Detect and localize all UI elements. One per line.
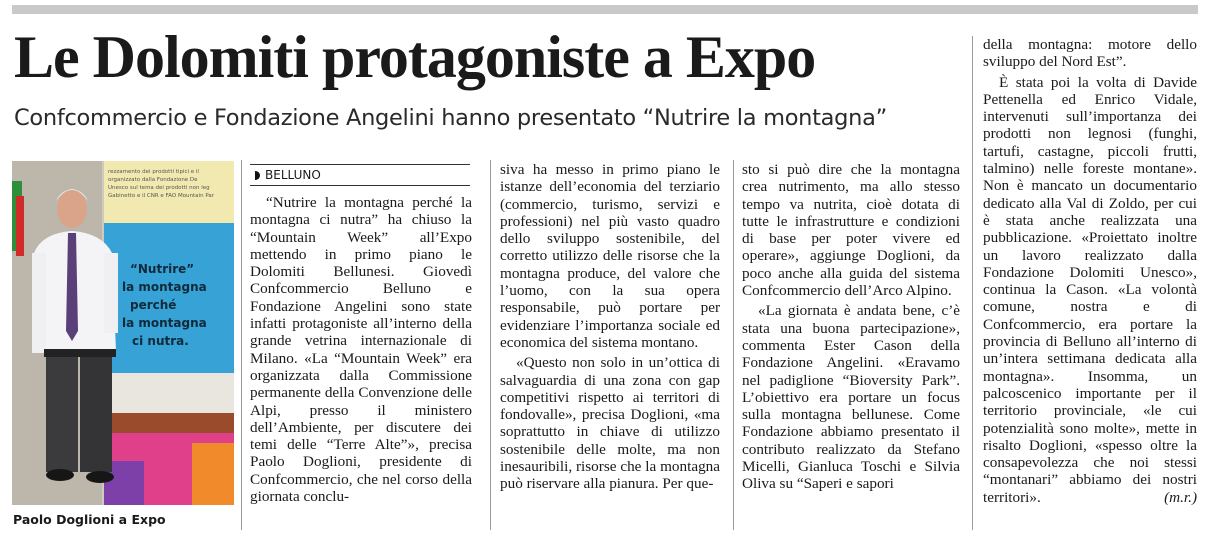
banner-slogan-4: la montagna	[122, 316, 207, 330]
paragraph: sto si può dire che la montagna crea nutrimento, ma allo stesso tempo va nutrita, cioè dotata di tutte le infrastrutture e condizioni di base per poter vivere ed operare», aggiunge Doglioni, da poco anche alla guida del sistema Confcommercio dell’Arco Alpino.	[742, 161, 960, 300]
kicker-mark-icon	[255, 171, 260, 180]
photo-caption: Paolo Doglioni a Expo	[13, 512, 166, 527]
paragraph: siva ha messo in primo piano le istanze dell’economia del terziario (commercio, turismo, servizi e professioni) nel più vasto quadro dello sviluppo sostenibile, del corretto utilizzo delle risorse che la montagna produce, del valore che l’uomo, con la sua opera responsabile, può portare per evidenziare l’importanza sociale ed economica del sistema montano.	[500, 161, 720, 351]
paragraph	[983, 74, 1197, 506]
column-rule	[972, 36, 973, 530]
column-4	[983, 36, 1197, 506]
column-rule	[490, 160, 491, 530]
banner-top-line-4: Gabinetto e il CNR e FAO Mountain Par	[108, 193, 215, 199]
article-photo	[12, 161, 234, 505]
paragraph: «Questo non solo in un’ottica di salvaguardia di una zona con gap competitivi rispetto ai territori di fondovalle», precisa Doglioni, «ma soprattutto in chiave di utilizzo sostenibile delle molte, ma non inesauribili, risorse che la montagna può riservare alla pianura. Per que-	[500, 354, 720, 493]
banner-top-line-2: organizzato dalla Fondazione De	[108, 177, 198, 183]
section-label: BELLUNO	[265, 168, 321, 182]
paragraph-text: È stata poi la volta di Davide Pettenella ed Enrico Vidale, intervenuti sull’importanza dei prodotti non legnosi (funghi, tartufi, castagne, piccoli frutti, talmino) nelle foreste montane». Non è mancato un documentario dedicato alla Val di Zoldo, per cui è stata anche realizzata una pubblicazione. «Proiettato inoltre un lavoro realizzato dalla Fondazione Dolomiti Unesco», continua la Cason. «La volontà comune, nostra e di Confcommercio, era portare la provincia di Belluno all’interno di un’intera settimana dedicata alla montagna». Insomma, un palcoscenico importante per il territorio provinciale, «le cui potenzialità sono molte», mette in risalto Doglioni, «spesso oltre la consapevolezza che noi stessi “montanari” abbiamo dei nostri territori».	[983, 73, 1197, 506]
column-rule	[733, 160, 734, 530]
banner-slogan-3: perché	[130, 298, 177, 312]
column-3	[742, 161, 960, 493]
paragraph: della montagna: motore dello sviluppo del Nord Est”.	[983, 36, 1197, 71]
banner-slogan-2: la montagna	[122, 280, 207, 294]
section-kicker	[250, 164, 470, 186]
photo-illustration	[12, 161, 234, 505]
banner-slogan-5: ci nutra.	[132, 334, 189, 348]
top-bar	[12, 5, 1198, 14]
column-1	[250, 194, 472, 505]
subheadline: Confcommercio e Fondazione Angelini hanno presentato “Nutrire la montagna”	[14, 105, 887, 131]
paragraph: «La giornata è andata bene, c’è stata una buona partecipazione», commenta Ester Cason della Fondazione Angelini. «Eravamo nel padiglione “Bioversity Park”. L’obiettivo era portare un focus sulla montagna bellunese. Come Fondazione abbiamo presentato il contributo realizzato da Stefano Micelli, Gianluca Toschi e Silvia Oliva su “Saperi e sapori	[742, 302, 960, 493]
column-2	[500, 161, 720, 493]
paragraph: “Nutrire la montagna perché la montagna ci nutra” ha chiuso la “Mountain Week” all’Expo mettendo in primo piano le Dolomiti Bellunesi. Giovedì Confcommercio Belluno e Fondazione Angelini sono state infatti protagoniste all’interno della grande vetrina internazionale di Milano. «La “Mountain Week” era organizzata dalla Commissione permanente della Convenzione delle Alpi, presso il ministero dell’Ambiente, per discutere dei temi delle “Terre Alte”», precisa Paolo Doglioni, presidente di Confcommercio, che nel corso della giornata conclu-	[250, 194, 472, 506]
banner-slogan-1: “Nutrire”	[130, 262, 195, 276]
column-rule	[241, 160, 242, 530]
author-signature: (m.r.)	[1164, 488, 1197, 506]
banner-top-line-1: rezzamento dei prodotti tipici e il	[108, 169, 199, 175]
banner-top-line-3: Unesco sul tema dei prodotti non leg	[108, 185, 210, 191]
headline: Le Dolomiti protagoniste a Expo	[14, 24, 816, 90]
